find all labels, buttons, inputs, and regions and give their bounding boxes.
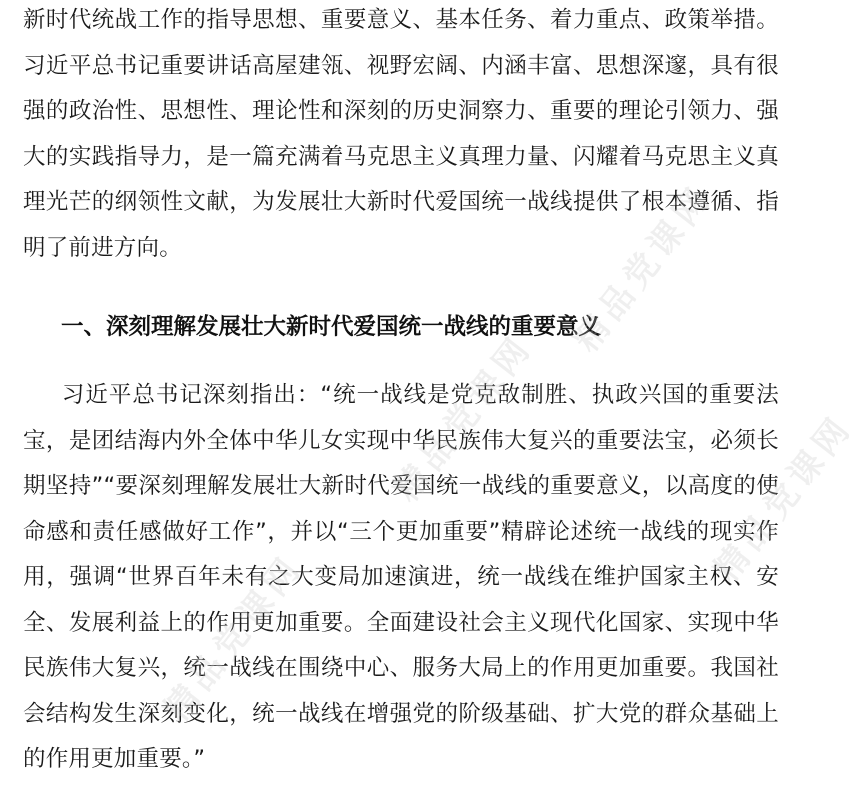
watermark-text: 精品党课网 xyxy=(566,177,721,360)
watermark-text: 精品党课网 xyxy=(706,407,861,590)
main-paragraph xyxy=(23,373,779,783)
watermark-text: 精品党课网 xyxy=(156,547,311,730)
intro-paragraph: 新时代统战工作的指导思想、重要意义、基本任务、着力重点、政策举措。习近平总书记重要讲话高屋建瓴、视野宏阔、内涵丰富、思想深邃，具有很强的政治性、思想性、理论性和深刻的历史洞察力、重要的理论引领力、强大的实践指导力，是一篇充满着马克思主义真理力量、闪耀着马克思主义真理光芒的纲领性文献，为发展壮大新时代爱国统一战线提供了根本遵循、指明了前进方向。 xyxy=(23,7,779,261)
section-heading: 一、深刻理解发展壮大新时代爱国统一战线的重要意义 xyxy=(61,314,602,340)
main-paragraph-text: 习近平总书记深刻指出：“统一战线是党克敌制胜、执政兴国的重要法宝，是团结海内外全体中华儿女实现中华民族伟大复兴的重要法宝，必须长期坚持”“要深刻理解发展壮大新时代爱国统一战线的重要意义，以高度的使命感和责任感做好工作”，并以“三个更加重要”精辟论述统一战线的现实作用，强调“世界百年未有之大变局加速演进，统一战线在维护国家主权、安全、发展利益上的作用更加重要。全面建设社会主义现代化国家、实现中华民族伟大复兴，统一战线在围绕中心、服务大局上的作用更加重要。我国社会结构发生深刻变化，统一战线在增强党的阶级基础、扩大党的群众基础上的作用更加重要。” xyxy=(23,382,779,772)
watermark-text: 精品党课网 xyxy=(386,327,541,510)
